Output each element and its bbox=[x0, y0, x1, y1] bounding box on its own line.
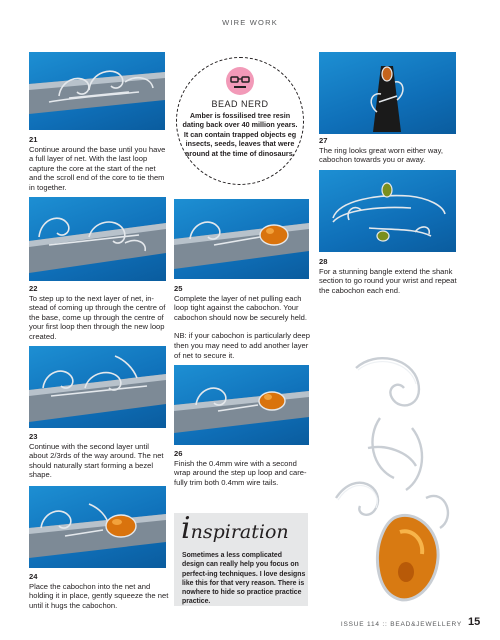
ring-on-stand-illustration bbox=[319, 52, 456, 134]
ring-mandrel-illustration bbox=[29, 346, 166, 428]
photo-step-24 bbox=[29, 486, 166, 568]
bead-nerd-text: Amber is fossilised tree resin dating back over 40 million years. It can contain trapped objects eg insects, seeds, leaves that were around at the time of dinosaurs. bbox=[182, 111, 298, 158]
inspiration-initial: i bbox=[181, 511, 191, 546]
ring-mandrel-illustration bbox=[29, 52, 165, 130]
section-header: WIRE WORK bbox=[222, 18, 278, 27]
step-22 bbox=[29, 284, 169, 342]
step-text: The ring looks great worn either way, cabochon towards you or away. bbox=[319, 145, 443, 165]
step-24 bbox=[29, 572, 169, 610]
step-text: Continue around the base until you have a full layer of net. With the last loop capture the core at the start of the net and the scroll end of the core to tie them in together. bbox=[29, 144, 166, 192]
step-text: Complete the layer of net pulling each loop tight against the cabochon. Your cabochon should now be securely held. bbox=[174, 293, 307, 322]
step-number: 25 bbox=[174, 284, 183, 293]
step-text: For a stunning bangle extend the shank section to go round your wrist and repeat the cabochon each end. bbox=[319, 266, 457, 295]
bangle-illustration bbox=[319, 170, 456, 252]
step-25 bbox=[174, 284, 314, 360]
bead-nerd-panel bbox=[176, 57, 304, 185]
issue-footer: ISSUE 114 :: BEAD&JEWELLERY bbox=[340, 621, 462, 628]
inspiration-title bbox=[181, 511, 306, 546]
inspiration-text: Sometimes a less complicated design can really help you focus on perfect-ing techniques. I love designs like this for that very reason. There is nowhere to hide so practice practice practice. bbox=[182, 552, 306, 606]
nerd-face-icon bbox=[225, 66, 255, 96]
step-text: Place the cabochon into the net and holding it in place, gently squeeze the net until it hugs the cabochon. bbox=[29, 581, 169, 610]
page-number: 15 bbox=[468, 616, 481, 628]
photo-step-22 bbox=[29, 197, 166, 281]
photo-step-25 bbox=[174, 199, 309, 279]
step-number: 24 bbox=[29, 572, 38, 581]
step-number: 23 bbox=[29, 432, 38, 441]
step-text: To step up to the next layer of net, in-stead of coming up through the centre of the base, come up through the centre of your first loop then through the new loop created. bbox=[29, 293, 166, 341]
ring-with-cabochon-illustration bbox=[174, 199, 309, 279]
photo-step-26 bbox=[174, 365, 309, 445]
photo-step-23 bbox=[29, 346, 166, 428]
step-26 bbox=[174, 449, 314, 487]
step-number: 28 bbox=[319, 257, 328, 266]
step-number: 27 bbox=[319, 136, 328, 145]
step-number: 22 bbox=[29, 284, 38, 293]
finished-ring-photo bbox=[316, 348, 466, 610]
inspiration-panel bbox=[174, 513, 308, 606]
step-note: NB: if your cabochon is particularly deep then you may need to add another layer of net to secure it. bbox=[174, 331, 310, 360]
step-23 bbox=[29, 432, 169, 480]
photo-step-28 bbox=[319, 170, 456, 252]
step-text: Continue with the second layer until about 2/3rds of the way around. The net should naturally start forming a bezel shape. bbox=[29, 441, 164, 480]
ring-mandrel-illustration bbox=[29, 197, 166, 281]
photo-step-27 bbox=[319, 52, 456, 134]
step-27 bbox=[319, 136, 457, 165]
inspiration-title-rest: nspiration bbox=[190, 521, 289, 543]
ring-with-cabochon-illustration bbox=[29, 486, 166, 568]
finished-ring-illustration bbox=[316, 348, 466, 610]
step-28 bbox=[319, 257, 457, 295]
step-number: 26 bbox=[174, 449, 183, 458]
ring-with-cabochon-illustration bbox=[174, 365, 309, 445]
photo-step-21 bbox=[29, 52, 165, 130]
step-number: 21 bbox=[29, 135, 38, 144]
bead-nerd-title: BEAD NERD bbox=[211, 99, 269, 109]
step-21 bbox=[29, 135, 167, 193]
step-text: Finish the 0.4mm wire with a second wrap around the step up loop and care-fully trim both 0.4mm wire tails. bbox=[174, 458, 307, 487]
